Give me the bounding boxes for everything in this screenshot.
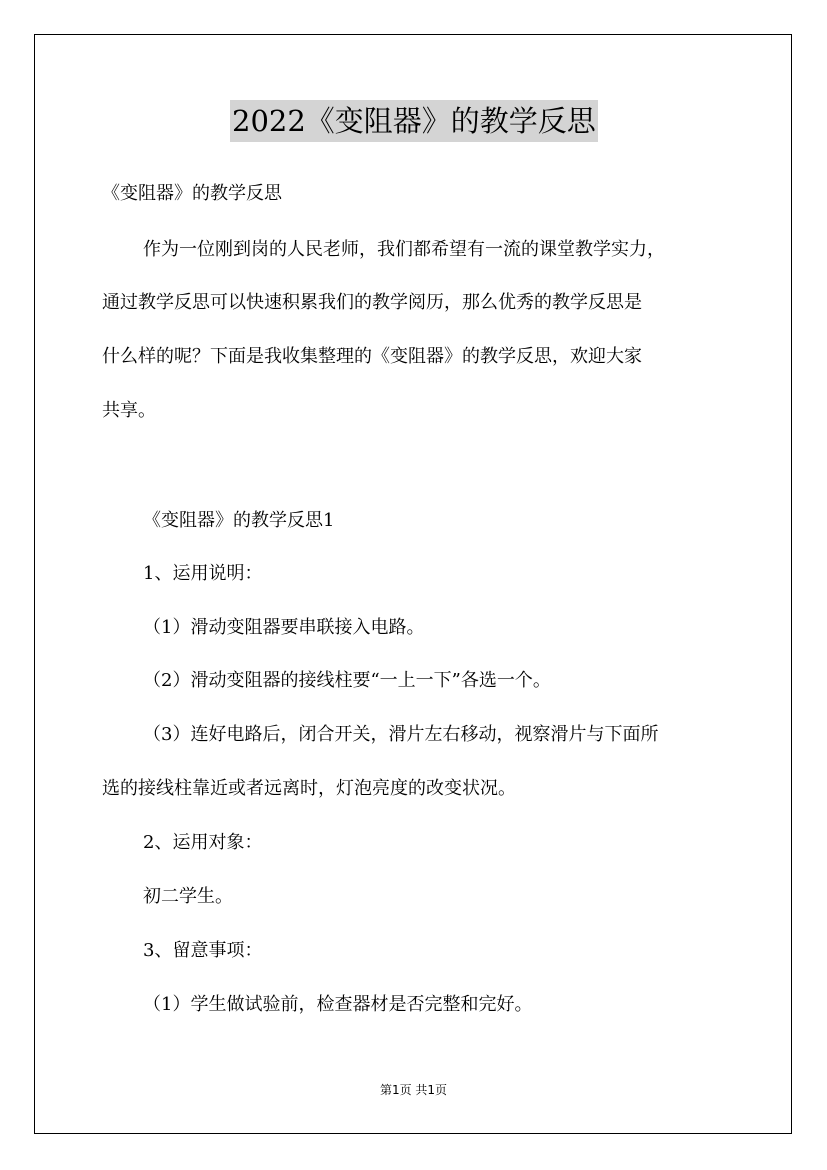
- intro-line: 通过教学反思可以快速积累我们的教学阅历，那么优秀的教学反思是: [102, 292, 642, 313]
- item3-heading: 3、留意事项：: [143, 940, 263, 961]
- item1-point3: （3）连好电路后，闭合开关，滑片左右移动，视察滑片与下面所: [143, 724, 659, 745]
- item1-point1: （1）滑动变阻器要串联接入电路。: [143, 617, 425, 638]
- document-title: 2022《变阻器》的教学反思: [230, 100, 598, 142]
- item1-point3-continued: 选的接线柱靠近或者远离时，灯泡亮度的改变状况。: [102, 778, 516, 799]
- section-title: 《变阻器》的教学反思1: [143, 510, 335, 531]
- intro-line: 什么样的呢？下面是我收集整理的《变阻器》的教学反思，欢迎大家: [102, 346, 642, 367]
- item2-text: 初二学生。: [143, 886, 233, 907]
- item1-point2: （2）滑动变阻器的接线柱要“一上一下”各选一个。: [143, 670, 551, 691]
- page-footer: 第1页 共1页: [379, 1083, 448, 1097]
- intro-line: 作为一位刚到岗的人民老师，我们都希望有一流的课堂教学实力，: [143, 239, 665, 260]
- item2-heading: 2、运用对象：: [143, 832, 263, 853]
- intro-line: 共享。: [102, 400, 156, 421]
- item3-point1: （1）学生做试验前，检查器材是否完整和完好。: [143, 994, 533, 1015]
- item1-heading: 1、运用说明：: [143, 563, 263, 584]
- subtitle: 《变阻器》的教学反思: [102, 183, 282, 204]
